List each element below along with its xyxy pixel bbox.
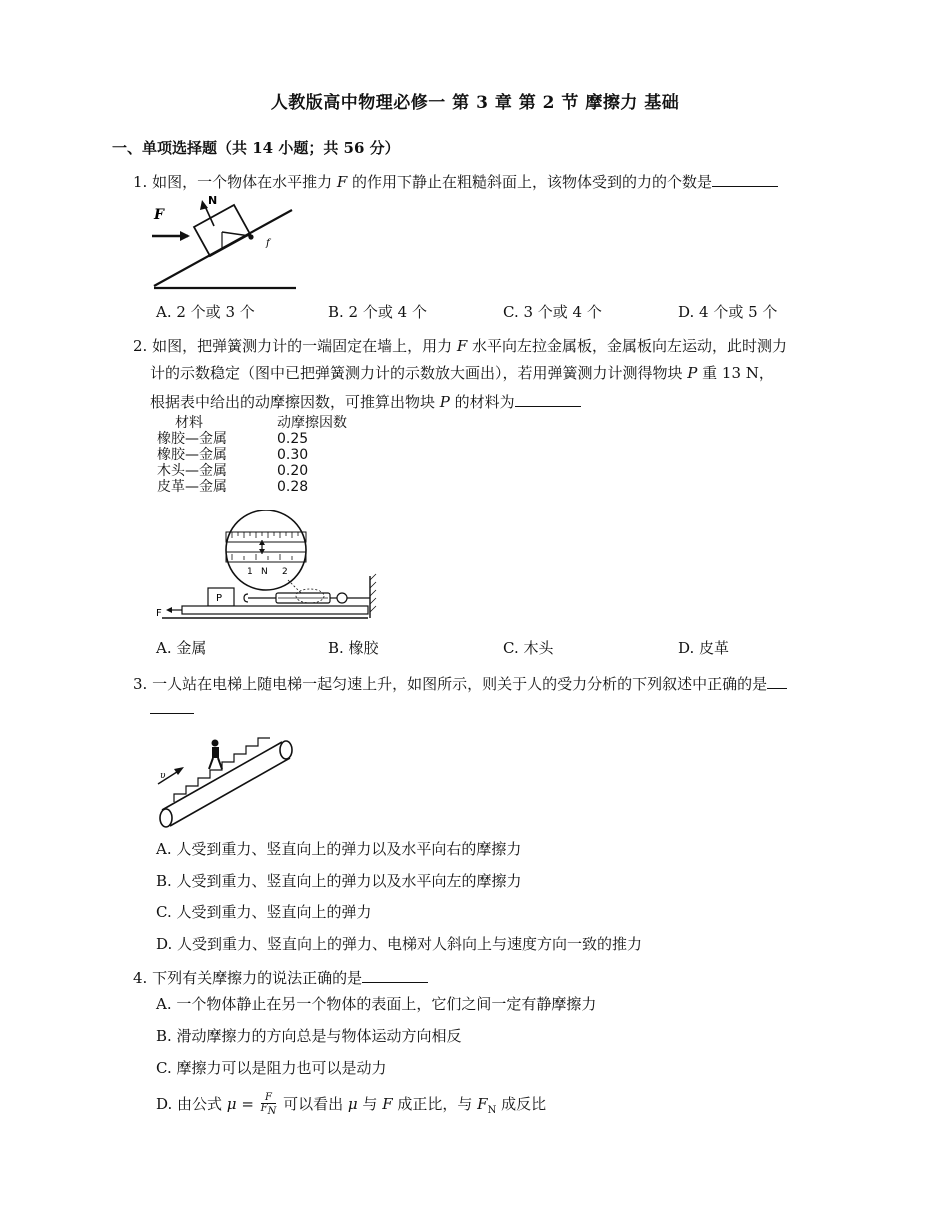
q4-option-c[interactable]: C. 摩擦力可以是阻力也可以是动力 [156,1059,387,1077]
answer-blank [362,966,428,983]
q3-option-c[interactable]: C. 人受到重力、竖直向上的弹力 [156,903,372,921]
question-2-figure [152,510,382,626]
q2-option-b[interactable]: B. 橡胶 [328,639,379,657]
table-row: 皮革—金属 0.28 [157,479,309,495]
page-title: 人教版高中物理必修一 第 3 章 第 2 节 摩擦力 基础 [270,93,680,113]
answer-blank [515,390,581,407]
figure-label-f: f [266,238,270,249]
q1-option-b[interactable]: B. 2 个或 4 个 [328,303,427,321]
table-header-material: 材料 [175,415,203,431]
figure-label-N: N [208,194,218,207]
question-2-stem-line1: 2. 如图，把弹簧测力计的一端固定在墙上，用力 F 水平向左拉金属板，金属板向左运动，此时测力 [133,337,788,355]
q4-option-b[interactable]: B. 滑动摩擦力的方向总是与物体运动方向相反 [156,1027,462,1045]
question-2-stem-line2: 计的示数稳定（图中已把弹簧测力计的示数放大画出），若用弹簧测力计测得物块 P 重 13 N， [150,364,774,382]
q2-option-d[interactable]: D. 皮革 [678,639,730,657]
block-P-label: P [216,593,223,604]
table-row: 橡胶—金属 0.30 [157,447,309,463]
question-1-stem: 1. 如图，一个物体在水平推力 F 的作用下静止在粗糙斜面上，该物体受到的力的个数是 [133,170,778,193]
formula-fraction: $\frac{F}{F_N}$ [260,1092,277,1117]
section-heading: 一、单项选择题（共 14 小题；共 56 分） [112,139,400,157]
svg-text:2: 2 [282,567,288,577]
table-header-coefficient: 动摩擦因数 [277,415,347,431]
q1-option-d[interactable]: D. 4 个或 5 个 [678,303,778,321]
q1-option-c[interactable]: C. 3 个或 4 个 [503,303,602,321]
table-row: 橡胶—金属 0.25 [157,431,309,447]
answer-blank [712,170,778,187]
figure-label-F: F [154,207,164,223]
q4-option-d[interactable]: D. 由公式 μ = $\frac{F}{F_N}$ 可以看出 μ 与 F 成正比，与 $F_N$ 成反比 [156,1092,547,1117]
q4-option-a[interactable]: A. 一个物体静止在另一个物体的表面上，它们之间一定有静摩擦力 [156,995,597,1013]
question-3-blank-cont [150,697,194,720]
answer-blank [767,672,787,689]
q2-option-c[interactable]: C. 木头 [503,639,554,657]
q3-option-a[interactable]: A. 人受到重力、竖直向上的弹力以及水平向右的摩擦力 [156,840,522,858]
question-1-figure [146,192,298,292]
svg-text:N: N [261,567,268,577]
q3-option-b[interactable]: B. 人受到重力、竖直向上的弹力以及水平向左的摩擦力 [156,872,522,890]
table-row: 木头—金属 0.20 [157,463,309,479]
answer-blank [150,697,194,714]
question-4-stem: 4. 下列有关摩擦力的说法正确的是 [133,966,428,989]
question-3-figure [152,732,302,832]
question-2-stem-line3: 根据表中给出的动摩擦因数，可推算出物块 P 的材料为 [150,390,581,413]
friction-coefficient-table [157,415,347,495]
force-F-label: F [156,608,162,619]
svg-text:1: 1 [247,567,253,577]
table-header-row [157,415,347,431]
q1-option-a[interactable]: A. 2 个或 3 个 [156,303,255,321]
q3-option-d[interactable]: D. 人受到重力、竖直向上的弹力、电梯对人斜向上与速度方向一致的推力 [156,935,643,953]
q2-option-a[interactable]: A. 金属 [156,639,207,657]
velocity-label: υ [160,771,166,781]
question-3-stem: 3. 一人站在电梯上随电梯一起匀速上升，如图所示，则关于人的受力分析的下列叙述中正确的是 [133,672,787,695]
